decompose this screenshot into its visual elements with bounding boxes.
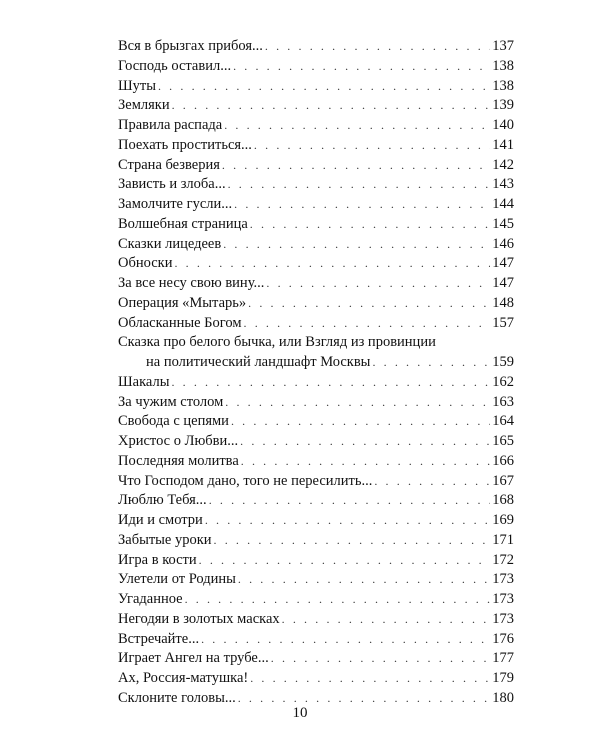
toc-entry-page: 162 (492, 373, 514, 390)
toc-entry-page: 173 (492, 571, 514, 588)
toc-entry-page: 168 (492, 492, 514, 509)
dot-leader (265, 37, 490, 57)
toc-entry-title: Волшебная страница (118, 215, 248, 232)
table-of-contents (118, 37, 514, 709)
toc-entry-page: 147 (492, 255, 514, 272)
dot-leader (250, 215, 490, 235)
page-number: 10 (292, 705, 308, 721)
toc-entry-title: Обласканные Богом (118, 314, 242, 331)
toc-entry (118, 215, 514, 235)
dot-leader (224, 116, 490, 136)
toc-entry (118, 235, 514, 255)
toc-entry-title: Что Господом дано, того не пересилить... (118, 472, 373, 489)
toc-entry (118, 77, 514, 97)
toc-entry (118, 412, 514, 432)
toc-entry (118, 195, 514, 215)
dot-leader (231, 412, 490, 432)
toc-entry (118, 649, 514, 669)
toc-entry-page: 176 (492, 630, 514, 647)
toc-entry-page: 172 (492, 551, 514, 568)
toc-entry-title-line2: на политический ландшафт Москвы (146, 354, 371, 370)
toc-entry-page: 171 (492, 531, 514, 548)
toc-entry-title: Господь оставил... (118, 57, 232, 74)
toc-entry (118, 669, 514, 689)
toc-entry-title: Обноски (118, 255, 173, 272)
toc-entry (118, 96, 514, 116)
dot-leader (282, 610, 491, 630)
toc-entry-title: Шуты (118, 77, 156, 94)
toc-entry (118, 610, 514, 630)
toc-entry-title: Сказки лицедеев (118, 235, 222, 252)
dot-leader (266, 274, 490, 294)
toc-entry (118, 630, 514, 650)
dot-leader (374, 472, 490, 492)
toc-entry (118, 294, 514, 314)
dot-leader (158, 77, 490, 97)
dot-leader (171, 373, 490, 393)
toc-entry (118, 254, 514, 274)
toc-entry (118, 136, 514, 156)
toc-entry-title: Замолчите гусли... (118, 196, 233, 212)
dot-leader (233, 57, 490, 77)
toc-entry-title: Играет Ангел на трубе... (118, 650, 269, 667)
dot-leader (228, 175, 491, 195)
toc-entry-page: 138 (492, 57, 514, 74)
toc-entry (118, 175, 514, 195)
toc-entry (118, 393, 514, 413)
toc-entry (118, 373, 514, 393)
toc-entry-title: Последняя молитва (118, 452, 239, 469)
toc-entry-title: Встречайте... (118, 630, 200, 647)
dot-leader (214, 531, 491, 551)
toc-entry (118, 314, 514, 334)
toc-entry (118, 570, 514, 590)
toc-entry-title: Негодяи в золотых масках (118, 610, 280, 627)
toc-entry-title: За чужим столом (118, 393, 224, 410)
dot-leader (205, 511, 490, 531)
dot-leader (250, 669, 490, 689)
toc-entry-title: Правила распада (118, 117, 223, 133)
toc-entry-page: 140 (492, 117, 514, 133)
dot-leader (223, 235, 490, 255)
toc-entry (118, 353, 514, 373)
toc-entry-page: 157 (492, 314, 514, 331)
dot-leader (240, 432, 490, 452)
dot-leader (222, 156, 490, 176)
toc-entry-page: 166 (492, 452, 514, 469)
toc-entry-title: Страна безверия (118, 156, 220, 173)
toc-entry-page: 139 (492, 97, 514, 114)
toc-entry-title: Люблю Тебя... (118, 492, 207, 509)
dot-leader (372, 353, 490, 373)
toc-entry (118, 491, 514, 511)
dot-leader (199, 551, 491, 571)
toc-entry-page: 180 (492, 689, 514, 706)
toc-entry-title: Вся в брызгах прибоя... (118, 38, 263, 54)
toc-entry-page: 159 (492, 354, 514, 370)
toc-entry-title: Угаданное (118, 591, 183, 607)
toc-entry (118, 551, 514, 571)
dot-leader (201, 630, 490, 650)
toc-entry-page: 163 (492, 393, 514, 410)
toc-entry (118, 531, 514, 551)
dot-leader (248, 294, 490, 314)
toc-entry-title-line1: Сказка про белого бычка, или Взгляд из провинции (118, 334, 436, 351)
toc-entry-page: 173 (492, 591, 514, 607)
toc-entry-title: Зависть и злоба... (118, 176, 226, 193)
toc-entry-title: Игра в кости (118, 551, 197, 568)
toc-entry-page: 165 (492, 433, 514, 449)
toc-entry-page: 167 (492, 472, 514, 489)
toc-entry (118, 472, 514, 492)
toc-entry-title: Иди и смотри (118, 512, 203, 528)
toc-entry (118, 452, 514, 472)
dot-leader (185, 590, 491, 610)
toc-entry-page: 169 (492, 512, 514, 528)
toc-entry-page: 177 (492, 650, 514, 667)
toc-entry (118, 590, 514, 610)
toc-entry-title: Христос о Любви... (118, 433, 239, 449)
toc-entry-title: Улетели от Родины (118, 571, 236, 588)
toc-entry-page: 144 (492, 196, 514, 212)
dot-leader (254, 136, 490, 156)
dot-leader (244, 314, 491, 334)
toc-entry (118, 156, 514, 176)
toc-entry-page: 143 (492, 176, 514, 193)
toc-entry-page: 146 (492, 235, 514, 252)
dot-leader (209, 491, 491, 511)
toc-entry-page: 138 (492, 77, 514, 94)
toc-entry (118, 116, 514, 136)
toc-entry (118, 37, 514, 57)
toc-entry-page: 173 (492, 610, 514, 627)
dot-leader (271, 649, 491, 669)
toc-entry (118, 57, 514, 77)
toc-entry-title: Свобода с цепями (118, 413, 229, 430)
toc-entry-title: Забытые уроки (118, 531, 212, 548)
toc-entry-title: Шакалы (118, 373, 170, 390)
dot-leader (172, 96, 491, 116)
toc-entry-title: Ах, Россия-матушка! (118, 670, 249, 686)
toc-entry-title: За все несу свою вину... (118, 275, 265, 291)
toc-entry-title: Поехать проститься... (118, 136, 252, 153)
dot-leader (174, 254, 490, 274)
toc-entry-title: Земляки (118, 97, 170, 114)
dot-leader (234, 195, 490, 215)
dot-leader (225, 393, 490, 413)
toc-entry-page: 137 (492, 38, 514, 54)
toc-entry (118, 511, 514, 531)
toc-entry (118, 274, 514, 294)
toc-entry (118, 432, 514, 452)
toc-entry-page: 142 (492, 156, 514, 173)
toc-entry-page: 164 (492, 413, 514, 430)
dot-leader (238, 570, 490, 590)
toc-entry-page: 148 (492, 294, 514, 311)
toc-entry-title: Склоните головы... (118, 689, 236, 706)
toc-entry-page: 179 (492, 670, 514, 686)
toc-entry-page: 141 (492, 136, 514, 153)
toc-entry-title: Операция «Мытарь» (118, 294, 247, 311)
dot-leader (241, 452, 490, 472)
toc-entry-page: 145 (492, 215, 514, 232)
toc-entry-page: 147 (492, 275, 514, 291)
